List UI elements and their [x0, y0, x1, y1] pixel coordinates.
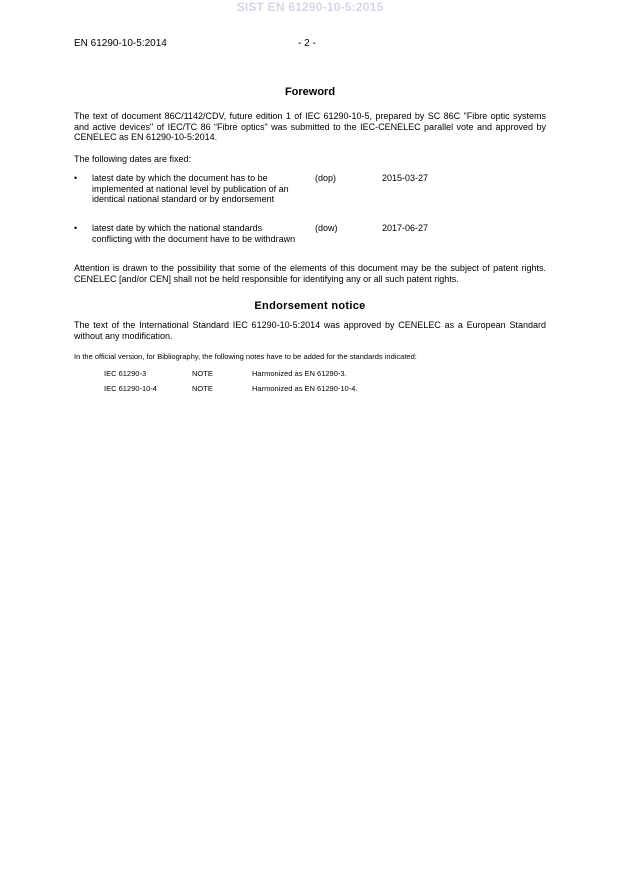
note-label: NOTE	[192, 384, 213, 393]
date-description: latest date by which the document has to be implemented at national level by publication of an identical national standard or by endorsement	[92, 173, 289, 204]
endorsement-section	[74, 300, 546, 399]
date-code: (dow)	[315, 223, 338, 233]
note-standard: IEC 61290-10-4	[104, 384, 157, 393]
endorsement-paragraph: The text of the International Standard IEC 61290-10-5:2014 was approved by CENELEC as a European Standard without any modification.	[74, 320, 546, 341]
note-text: Harmonized as EN 61290-3.	[252, 369, 347, 378]
foreword-paragraph: The text of document 86C/1142/CDV, future edition 1 of IEC 61290-10-5, prepared by SC 86C "Fibre optic systems and active devices" of IEC/TC 86 “Fibre optics" was submitted to the IEC-CENELEC parallel vote and approved by CENELEC as EN 61290-10-5:2014.	[74, 111, 546, 142]
bullet-icon: •	[74, 223, 78, 233]
page-number: - 2 -	[298, 38, 316, 49]
endorsement-title: Endorsement notice	[254, 300, 366, 312]
document-body	[74, 86, 546, 399]
date-description: latest date by which the national standards conflicting with the document have to be withdrawn	[92, 223, 296, 244]
note-row	[104, 369, 546, 384]
watermark: SIST EN 61290-10-5:2015	[236, 0, 384, 14]
date-value: 2015-03-27	[382, 173, 429, 183]
note-label: NOTE	[192, 369, 213, 378]
dates-intro: The following dates are fixed:	[74, 153, 192, 164]
foreword-title: Foreword	[284, 86, 336, 98]
notes-table	[104, 369, 546, 399]
bullet-icon: •	[74, 173, 78, 183]
note-standard: IEC 61290-3	[104, 369, 147, 378]
attention-paragraph: Attention is drawn to the possibility that some of the elements of this document may be the subject of patent rights. CENELEC [and/or CEN] shall not be held responsible for identifying any or all such patent rights.	[74, 263, 546, 284]
note-text: Harmonized as EN 61290-10-4.	[252, 384, 358, 393]
date-item-dow	[74, 223, 546, 263]
date-code: (dop)	[315, 173, 337, 183]
bibliography-note-intro: In the official version, for Bibliography, the following notes have to be added for the standards indicated:	[74, 352, 417, 361]
header-doc-id: EN 61290-10-5:2014	[74, 38, 167, 49]
note-row	[104, 384, 546, 399]
date-item-dop	[74, 173, 546, 223]
date-value: 2017-06-27	[382, 223, 429, 233]
